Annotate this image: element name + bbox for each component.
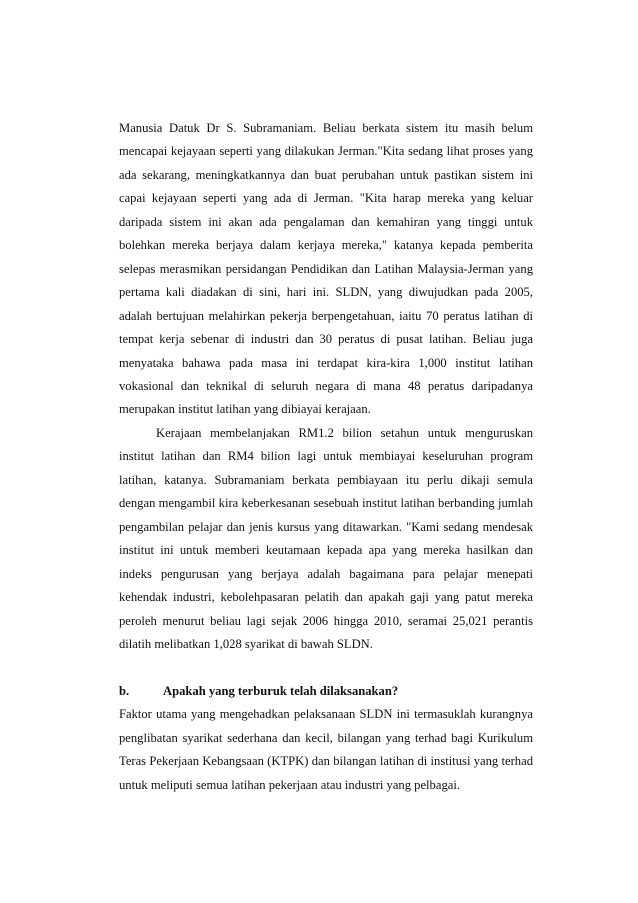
section-heading-b: [119, 680, 533, 703]
section-title: Apakah yang terburuk telah dilaksanakan?: [163, 683, 399, 698]
body-paragraph-1: Manusia Datuk Dr S. Subramaniam. Beliau berkata sistem itu masih belum mencapai kejayaan seperti yang dilakukan Jerman."Kita sedang lihat proses yang ada sekarang, meningkatkannya dan buat perubahan untuk pastikan sistem ini capai kejayaan seperti yang ada di Jerman. "Kita harap mereka yang keluar daripada sistem ini akan ada pengalaman dan kemahiran yang tinggi untuk bolehkan mereka berjaya dalam kerjaya mereka," katanya kepada pemberita selepas merasmikan persidangan Pendidikan dan Latihan Malaysia-Jerman yang pertama kali diadakan di sini, hari ini. SLDN, yang diwujudkan pada 2005, adalah bertujuan melahirkan pekerja berpengetahuan, iaitu 70 peratus latihan di tempat kerja sebenar di industri dan 30 peratus di pusat latihan. Beliau juga menyataka bahawa pada masa ini terdapat kira-kira 1,000 institut latihan vokasional dan teknikal di seluruh negara di mana 48 peratus daripadanya merupakan institut latihan yang dibiayai kerajaan.: [119, 121, 533, 417]
body-paragraph-2: Kerajaan membelanjakan RM1.2 bilion setahun untuk menguruskan institut latihan dan RM4 bilion lagi untuk membiayai keseluruhan program latihan, katanya. Subramaniam berkata pembiayaan itu perlu dikaji semula dengan mengambil kira keberkesanan sesebuah institut latihan berbanding jumlah pengambilan pelajar dan jenis kursus yang ditawarkan. "Kami sedang mendesak institut ini untuk memberi keutamaan kepada apa yang mereka hasilkan dan indeks pengurusan yang berjaya adalah bagaimana para pelajar menepati kehendak industri, kebolehpasaran pelatih dan apakah gaji yang patut mereka peroleh menurut beliau lagi sejak 2006 hingga 2010, seramai 25,021 perantis dilatih melibatkan 1,028 syarikat di bawah SLDN.: [119, 425, 533, 651]
body-paragraph-3: Faktor utama yang mengehadkan pelaksanaan SLDN ini termasuklah kurangnya penglibatan syarikat sederhana dan kecil, bilangan yang terhad bagi Kurikulum Teras Pekerjaan Kebangsaan (KTPK) dan bilangan latihan di institusi yang terhad untuk meliputi semua latihan pekerjaan atau industri yang pelbagai.: [119, 707, 533, 792]
document-page: [119, 117, 533, 797]
section-number: b.: [119, 683, 130, 698]
